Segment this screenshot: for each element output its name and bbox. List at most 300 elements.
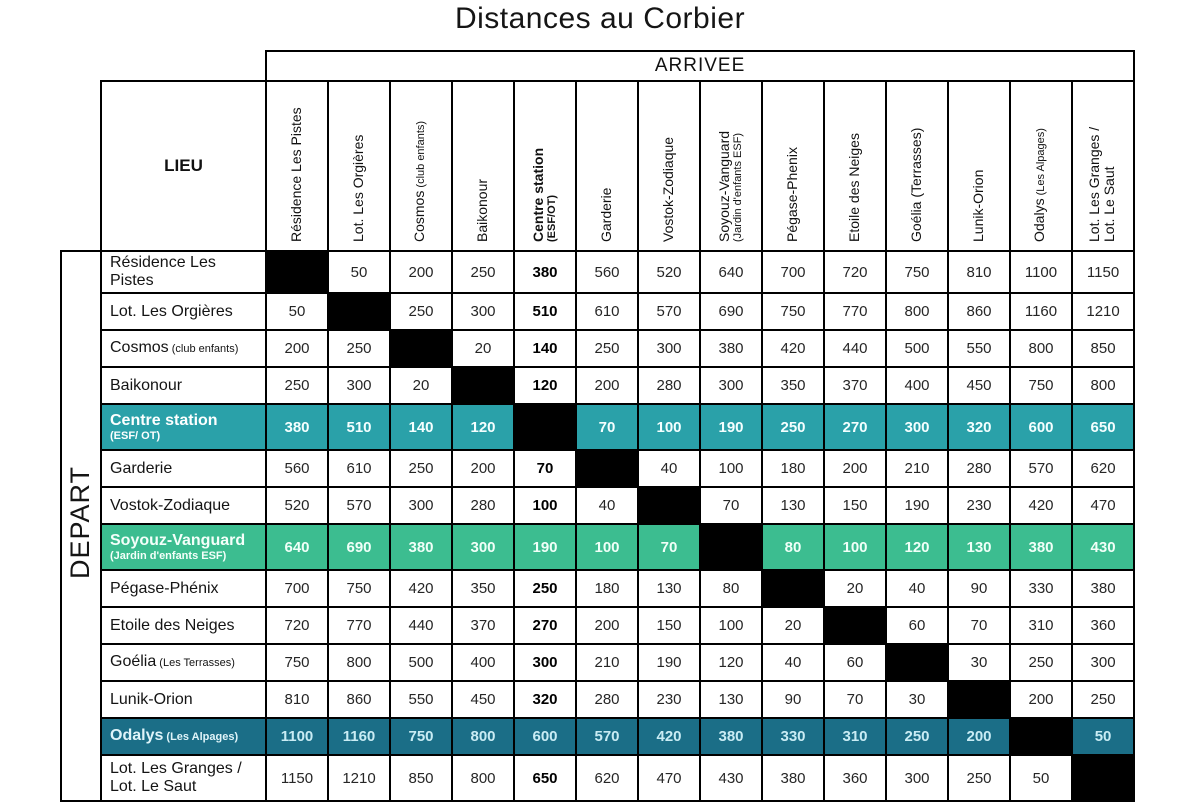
distance-cell-11-9: 40 xyxy=(762,644,824,681)
table-row xyxy=(61,718,1134,755)
distance-cell-4-11: 400 xyxy=(886,367,948,404)
distance-cell-9-13: 330 xyxy=(1010,570,1072,607)
distance-cell-12-5: 320 xyxy=(514,681,576,718)
distance-table xyxy=(60,50,1135,802)
distance-cell-3-6: 250 xyxy=(576,330,638,367)
row-label-5 xyxy=(101,404,266,450)
row-label-3 xyxy=(101,330,266,367)
page-title: Distances au Corbier xyxy=(454,2,746,35)
distance-cell-5-2: 510 xyxy=(328,404,390,450)
distance-cell-14-6: 620 xyxy=(576,755,638,801)
distance-cell-14-12: 250 xyxy=(948,755,1010,801)
distance-cell-13-2: 1160 xyxy=(328,718,390,755)
table-row xyxy=(61,570,1134,607)
distance-cell-4-10: 370 xyxy=(824,367,886,404)
distance-cell-2-1: 50 xyxy=(266,293,328,330)
diagonal-cell-1 xyxy=(266,251,328,293)
col-header-label: Résidence Les Pistes xyxy=(287,107,304,242)
distance-cell-9-7: 130 xyxy=(638,570,700,607)
table-row xyxy=(61,404,1134,450)
distance-cell-8-2: 690 xyxy=(328,524,390,570)
col-header-label: Etoile des Neiges xyxy=(845,133,862,242)
distance-cell-11-13: 250 xyxy=(1010,644,1072,681)
distance-cell-11-10: 60 xyxy=(824,644,886,681)
diagonal-cell-5 xyxy=(514,404,576,450)
col-header-text xyxy=(639,82,697,248)
distance-cell-8-12: 130 xyxy=(948,524,1010,570)
col-header-subline: (ESF/OT) xyxy=(545,194,558,242)
distance-cell-12-11: 30 xyxy=(886,681,948,718)
col-header-11 xyxy=(886,81,948,251)
col-header-8 xyxy=(700,81,762,251)
distance-cell-14-11: 300 xyxy=(886,755,948,801)
distance-cell-12-13: 200 xyxy=(1010,681,1072,718)
distance-cell-10-11: 60 xyxy=(886,607,948,644)
col-header-label: Garderie xyxy=(597,187,614,242)
distance-cell-5-14: 650 xyxy=(1072,404,1134,450)
distance-cell-9-12: 90 xyxy=(948,570,1010,607)
distance-cell-2-12: 860 xyxy=(948,293,1010,330)
distance-cell-7-11: 190 xyxy=(886,487,948,524)
row-label-sublabel: (Les Terrasses) xyxy=(156,657,235,669)
distance-cell-2-4: 300 xyxy=(452,293,514,330)
distance-cell-3-8: 380 xyxy=(700,330,762,367)
row-label-text: Pégase-Phénix xyxy=(110,579,219,597)
distance-cell-5-13: 600 xyxy=(1010,404,1072,450)
distance-cell-6-4: 200 xyxy=(452,450,514,487)
distance-cell-10-14: 360 xyxy=(1072,607,1134,644)
distance-cell-4-14: 800 xyxy=(1072,367,1134,404)
distance-cell-8-13: 380 xyxy=(1010,524,1072,570)
distance-cell-14-2: 1210 xyxy=(328,755,390,801)
table-row xyxy=(61,450,1134,487)
col-header-label: Lot. Les Granges / xyxy=(1086,126,1102,242)
distance-cell-12-14: 250 xyxy=(1072,681,1134,718)
distance-cell-6-12: 280 xyxy=(948,450,1010,487)
distance-cell-1-6: 560 xyxy=(576,251,638,293)
row-label-subline: (Jardin d'enfants ESF) xyxy=(110,550,227,562)
top-left-spacer xyxy=(61,51,266,81)
col-header-subline: (Jardin d'enfants ESF) xyxy=(731,132,744,242)
col-header-text xyxy=(825,82,883,248)
distance-cell-7-3: 300 xyxy=(390,487,452,524)
distance-cell-7-12: 230 xyxy=(948,487,1010,524)
distance-cell-9-14: 380 xyxy=(1072,570,1134,607)
distance-cell-14-9: 380 xyxy=(762,755,824,801)
col-header-text xyxy=(1011,82,1069,248)
col-header-text xyxy=(949,82,1007,248)
distance-cell-5-12: 320 xyxy=(948,404,1010,450)
row-label-13 xyxy=(101,718,266,755)
distance-cell-7-13: 420 xyxy=(1010,487,1072,524)
distance-cell-3-1: 200 xyxy=(266,330,328,367)
distance-cell-6-2: 610 xyxy=(328,450,390,487)
distance-cell-5-7: 100 xyxy=(638,404,700,450)
distance-cell-4-1: 250 xyxy=(266,367,328,404)
table-row xyxy=(61,487,1134,524)
distance-cell-11-6: 210 xyxy=(576,644,638,681)
distance-cell-4-8: 300 xyxy=(700,367,762,404)
row-label-11 xyxy=(101,644,266,681)
distance-cell-7-4: 280 xyxy=(452,487,514,524)
distance-cell-13-10: 310 xyxy=(824,718,886,755)
distance-cell-7-6: 40 xyxy=(576,487,638,524)
col-header-label: Soyouz-Vanguard xyxy=(715,130,732,242)
row-label-text: Résidence Les Pistes xyxy=(110,254,216,289)
row-label-text: Goélia (Les Terrasses) xyxy=(110,653,235,670)
distance-cell-13-4: 800 xyxy=(452,718,514,755)
depart-header-cell xyxy=(61,251,101,801)
col-header-text xyxy=(391,82,449,248)
col-header-label: Baikonour xyxy=(473,178,490,242)
col-header-1 xyxy=(266,81,328,251)
depart-col-spacer xyxy=(61,81,101,251)
col-header-text xyxy=(329,82,387,248)
distance-cell-13-14: 50 xyxy=(1072,718,1134,755)
distance-cell-5-3: 140 xyxy=(390,404,452,450)
distance-cell-10-5: 270 xyxy=(514,607,576,644)
distance-cell-6-10: 200 xyxy=(824,450,886,487)
distance-cell-5-6: 70 xyxy=(576,404,638,450)
distance-cell-11-8: 120 xyxy=(700,644,762,681)
col-header-text xyxy=(1073,82,1131,248)
distance-cell-9-4: 350 xyxy=(452,570,514,607)
distance-cell-7-10: 150 xyxy=(824,487,886,524)
distance-cell-2-3: 250 xyxy=(390,293,452,330)
distance-cell-10-6: 200 xyxy=(576,607,638,644)
distance-cell-7-5: 100 xyxy=(514,487,576,524)
distance-cell-5-11: 300 xyxy=(886,404,948,450)
distance-cell-5-10: 270 xyxy=(824,404,886,450)
distance-cell-8-10: 100 xyxy=(824,524,886,570)
distance-cell-3-13: 800 xyxy=(1010,330,1072,367)
row-label-sublabel: (club enfants) xyxy=(168,343,239,355)
distance-cell-14-3: 850 xyxy=(390,755,452,801)
col-header-12 xyxy=(948,81,1010,251)
distance-cell-13-3: 750 xyxy=(390,718,452,755)
row-label-7 xyxy=(101,487,266,524)
row-label-text: Etoile des Neiges xyxy=(110,616,235,634)
distance-cell-12-1: 810 xyxy=(266,681,328,718)
col-header-text xyxy=(453,82,511,248)
distance-cell-9-6: 180 xyxy=(576,570,638,607)
col-header-14 xyxy=(1072,81,1134,251)
distance-cell-13-1: 1100 xyxy=(266,718,328,755)
distance-cell-8-5: 190 xyxy=(514,524,576,570)
distance-cell-11-14: 300 xyxy=(1072,644,1134,681)
col-header-text xyxy=(763,82,821,248)
distance-cell-6-5: 70 xyxy=(514,450,576,487)
diagonal-cell-10 xyxy=(824,607,886,644)
distance-cell-13-12: 200 xyxy=(948,718,1010,755)
distance-cell-12-3: 550 xyxy=(390,681,452,718)
distance-cell-13-7: 420 xyxy=(638,718,700,755)
distance-cell-9-11: 40 xyxy=(886,570,948,607)
col-header-text xyxy=(701,82,759,248)
row-label-2 xyxy=(101,293,266,330)
distance-cell-1-12: 810 xyxy=(948,251,1010,293)
column-header-row xyxy=(61,81,1134,251)
distance-cell-5-4: 120 xyxy=(452,404,514,450)
distance-cell-1-7: 520 xyxy=(638,251,700,293)
distance-cell-8-3: 380 xyxy=(390,524,452,570)
col-header-3 xyxy=(390,81,452,251)
col-header-label: Goélia (Terrasses) xyxy=(907,127,924,242)
distance-cell-14-5: 650 xyxy=(514,755,576,801)
row-label-text: Lot. Les Orgières xyxy=(110,302,233,320)
table-row xyxy=(61,524,1134,570)
distance-cell-5-9: 250 xyxy=(762,404,824,450)
distance-cell-10-7: 150 xyxy=(638,607,700,644)
col-header-label: Centre station xyxy=(529,147,546,242)
distance-cell-3-14: 850 xyxy=(1072,330,1134,367)
distance-cell-2-9: 750 xyxy=(762,293,824,330)
col-header-text xyxy=(267,82,325,248)
col-header-label: Cosmos (club enfants) xyxy=(410,120,427,242)
distance-cell-1-9: 700 xyxy=(762,251,824,293)
distance-cell-7-2: 570 xyxy=(328,487,390,524)
distance-cell-8-6: 100 xyxy=(576,524,638,570)
diagonal-cell-7 xyxy=(638,487,700,524)
col-header-10 xyxy=(824,81,886,251)
col-header-text xyxy=(577,82,635,248)
col-header-6 xyxy=(576,81,638,251)
table-row xyxy=(61,330,1134,367)
row-label-text: Lunik-Orion xyxy=(110,690,193,708)
distance-cell-11-7: 190 xyxy=(638,644,700,681)
col-header-13 xyxy=(1010,81,1072,251)
distance-cell-12-8: 130 xyxy=(700,681,762,718)
arrivee-header: ARRIVEE xyxy=(266,51,1134,81)
distance-cell-5-1: 380 xyxy=(266,404,328,450)
col-header-sublabel: (Les Alpages) xyxy=(1034,128,1047,199)
distance-cell-5-8: 190 xyxy=(700,404,762,450)
col-header-2 xyxy=(328,81,390,251)
diagonal-cell-12 xyxy=(948,681,1010,718)
row-label-text: Centre station xyxy=(110,412,218,429)
table-row xyxy=(61,644,1134,681)
diagonal-cell-3 xyxy=(390,330,452,367)
distance-cell-12-9: 90 xyxy=(762,681,824,718)
distance-cell-10-4: 370 xyxy=(452,607,514,644)
distance-cell-11-12: 30 xyxy=(948,644,1010,681)
distance-cell-6-11: 210 xyxy=(886,450,948,487)
row-label-9 xyxy=(101,570,266,607)
distance-cell-1-14: 1150 xyxy=(1072,251,1134,293)
row-label-text: Baikonour xyxy=(110,376,183,394)
distance-cell-1-2: 50 xyxy=(328,251,390,293)
distance-cell-13-6: 570 xyxy=(576,718,638,755)
distance-cell-8-9: 80 xyxy=(762,524,824,570)
distance-cell-11-2: 800 xyxy=(328,644,390,681)
col-header-5 xyxy=(514,81,576,251)
distance-cell-8-4: 300 xyxy=(452,524,514,570)
distance-cell-3-9: 420 xyxy=(762,330,824,367)
distance-cell-11-1: 750 xyxy=(266,644,328,681)
distance-cell-8-1: 640 xyxy=(266,524,328,570)
distance-cell-4-3: 20 xyxy=(390,367,452,404)
col-header-4 xyxy=(452,81,514,251)
distance-cell-11-4: 400 xyxy=(452,644,514,681)
col-header-9 xyxy=(762,81,824,251)
distance-cell-7-1: 520 xyxy=(266,487,328,524)
distance-cell-10-9: 20 xyxy=(762,607,824,644)
distance-cell-11-5: 300 xyxy=(514,644,576,681)
distance-cell-8-11: 120 xyxy=(886,524,948,570)
distance-cell-3-7: 300 xyxy=(638,330,700,367)
distance-cell-12-7: 230 xyxy=(638,681,700,718)
row-label-1 xyxy=(101,251,266,293)
distance-cell-13-11: 250 xyxy=(886,718,948,755)
distance-cell-2-8: 690 xyxy=(700,293,762,330)
diagonal-cell-11 xyxy=(886,644,948,681)
col-header-label: Odalys (Les Alpages) xyxy=(1030,128,1047,242)
col-header-label: Pégase-Phenix xyxy=(783,147,800,242)
distance-cell-14-10: 360 xyxy=(824,755,886,801)
distance-cell-9-3: 420 xyxy=(390,570,452,607)
distance-cell-3-11: 500 xyxy=(886,330,948,367)
distance-cell-11-3: 500 xyxy=(390,644,452,681)
distance-cell-6-3: 250 xyxy=(390,450,452,487)
diagonal-cell-6 xyxy=(576,450,638,487)
table-row xyxy=(61,251,1134,293)
row-label-6 xyxy=(101,450,266,487)
col-header-text xyxy=(887,82,945,248)
table-row xyxy=(61,755,1134,801)
row-label-text: Lot. Les Granges / xyxy=(110,760,242,777)
col-header-text xyxy=(515,82,573,248)
table-row xyxy=(61,367,1134,404)
distance-cell-14-8: 430 xyxy=(700,755,762,801)
distance-cell-6-1: 560 xyxy=(266,450,328,487)
distance-cell-10-8: 100 xyxy=(700,607,762,644)
row-label-8 xyxy=(101,524,266,570)
diagonal-cell-14 xyxy=(1072,755,1134,801)
distance-cell-6-9: 180 xyxy=(762,450,824,487)
distance-cell-2-7: 570 xyxy=(638,293,700,330)
distance-cell-4-5: 120 xyxy=(514,367,576,404)
distance-cell-6-7: 40 xyxy=(638,450,700,487)
distance-cell-9-1: 700 xyxy=(266,570,328,607)
distance-cell-7-9: 130 xyxy=(762,487,824,524)
depart-header-label: DEPART xyxy=(64,465,95,580)
row-label-text: Garderie xyxy=(110,459,173,477)
distance-cell-13-5: 600 xyxy=(514,718,576,755)
distance-cell-2-13: 1160 xyxy=(1010,293,1072,330)
distance-cell-1-4: 250 xyxy=(452,251,514,293)
table-row xyxy=(61,293,1134,330)
diagonal-cell-8 xyxy=(700,524,762,570)
distance-cell-9-10: 20 xyxy=(824,570,886,607)
distance-cell-13-9: 330 xyxy=(762,718,824,755)
distance-cell-1-11: 750 xyxy=(886,251,948,293)
distance-cell-4-9: 350 xyxy=(762,367,824,404)
distance-cell-12-10: 70 xyxy=(824,681,886,718)
distance-cell-9-5: 250 xyxy=(514,570,576,607)
distance-cell-2-6: 610 xyxy=(576,293,638,330)
row-label-14 xyxy=(101,755,266,801)
distance-cell-4-12: 450 xyxy=(948,367,1010,404)
distance-cell-9-8: 80 xyxy=(700,570,762,607)
distance-cell-7-8: 70 xyxy=(700,487,762,524)
distance-cell-10-1: 720 xyxy=(266,607,328,644)
distance-cell-6-14: 620 xyxy=(1072,450,1134,487)
col-header-sublabel: (club enfants) xyxy=(414,120,427,191)
distance-cell-7-14: 470 xyxy=(1072,487,1134,524)
distance-cell-4-7: 280 xyxy=(638,367,700,404)
row-label-12 xyxy=(101,681,266,718)
col-header-label: Lot. Les Orgières xyxy=(349,134,366,242)
distance-cell-14-4: 800 xyxy=(452,755,514,801)
distance-cell-6-8: 100 xyxy=(700,450,762,487)
distance-cell-2-11: 800 xyxy=(886,293,948,330)
distance-cell-12-2: 860 xyxy=(328,681,390,718)
distance-cell-3-2: 250 xyxy=(328,330,390,367)
col-header-label: Lunik-Orion xyxy=(969,169,986,242)
distance-cell-6-13: 570 xyxy=(1010,450,1072,487)
table-row xyxy=(61,681,1134,718)
distance-cell-8-14: 430 xyxy=(1072,524,1134,570)
distance-cell-3-4: 20 xyxy=(452,330,514,367)
table-body xyxy=(61,251,1134,801)
diagonal-cell-9 xyxy=(762,570,824,607)
distance-cell-12-6: 280 xyxy=(576,681,638,718)
row-label-text: Cosmos (club enfants) xyxy=(110,339,239,356)
row-label-text: Soyouz-Vanguard xyxy=(110,532,246,549)
col-header-subline: Lot. Le Saut xyxy=(1101,166,1117,242)
distance-cell-1-10: 720 xyxy=(824,251,886,293)
distance-cell-14-13: 50 xyxy=(1010,755,1072,801)
col-header-7 xyxy=(638,81,700,251)
distance-cell-12-4: 450 xyxy=(452,681,514,718)
row-label-subline: Lot. Le Saut xyxy=(110,778,197,795)
distance-cell-1-8: 640 xyxy=(700,251,762,293)
table-row xyxy=(61,607,1134,644)
distance-cell-3-5: 140 xyxy=(514,330,576,367)
lieu-corner-label: LIEU xyxy=(101,81,266,251)
distance-cell-2-10: 770 xyxy=(824,293,886,330)
distance-cell-3-10: 440 xyxy=(824,330,886,367)
row-label-4 xyxy=(101,367,266,404)
row-label-10 xyxy=(101,607,266,644)
arrivee-row xyxy=(61,51,1134,81)
diagonal-cell-2 xyxy=(328,293,390,330)
distance-cell-1-3: 200 xyxy=(390,251,452,293)
distance-cell-9-2: 750 xyxy=(328,570,390,607)
row-label-text: Odalys (Les Alpages) xyxy=(110,727,239,744)
distance-cell-8-7: 70 xyxy=(638,524,700,570)
distance-cell-1-5: 380 xyxy=(514,251,576,293)
distance-cell-4-6: 200 xyxy=(576,367,638,404)
distance-cell-14-1: 1150 xyxy=(266,755,328,801)
distance-cell-4-13: 750 xyxy=(1010,367,1072,404)
row-label-subline: (ESF/ OT) xyxy=(110,430,161,442)
row-label-sublabel: (Les Alpages) xyxy=(163,731,239,743)
diagonal-cell-13 xyxy=(1010,718,1072,755)
distance-cell-14-7: 470 xyxy=(638,755,700,801)
diagonal-cell-4 xyxy=(452,367,514,404)
col-header-label: Vostok-Zodiaque xyxy=(659,136,676,242)
row-label-text: Vostok-Zodiaque xyxy=(110,496,231,514)
distance-cell-2-14: 1210 xyxy=(1072,293,1134,330)
distance-cell-1-13: 1100 xyxy=(1010,251,1072,293)
distance-cell-10-13: 310 xyxy=(1010,607,1072,644)
distance-cell-2-5: 510 xyxy=(514,293,576,330)
distance-cell-3-12: 550 xyxy=(948,330,1010,367)
distance-cell-10-12: 70 xyxy=(948,607,1010,644)
distance-cell-13-8: 380 xyxy=(700,718,762,755)
distance-cell-10-2: 770 xyxy=(328,607,390,644)
